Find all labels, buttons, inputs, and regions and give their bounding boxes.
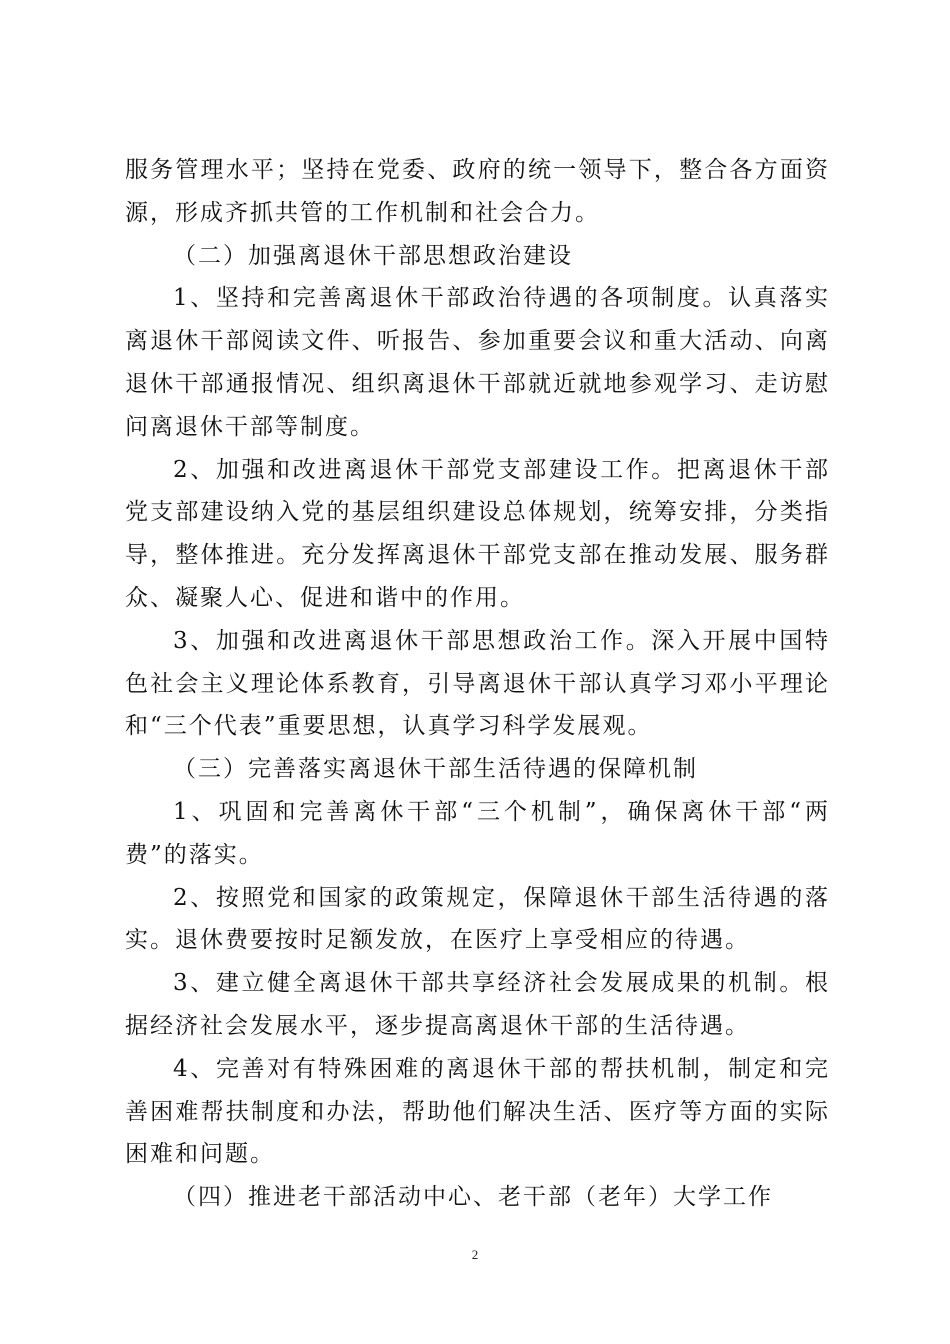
section-heading-4: （四）推进老干部活动中心、老干部（老年）大学工作 xyxy=(173,1184,773,1211)
paragraph-2-2: 2、加强和改进离退休干部党支部建设工作。把离退休干部党支部建设纳入党的基层组织建设总体规划，统筹安排，分类指导，整体推进。充分发挥离退休干部党支部在推动发展、服务群众、凝聚人心、促进和谐中的作用。 xyxy=(125,456,830,611)
section-heading-2: （二）加强离退休干部思想政治建设 xyxy=(173,242,573,269)
section-heading-3: （三）完善落实离退休干部生活待遇的保障机制 xyxy=(173,756,698,783)
paragraph-3-2: 2、按照党和国家的政策规定，保障退休干部生活待遇的落实。退休费要按时足额发放，在医疗上享受相应的待遇。 xyxy=(125,884,830,954)
paragraph-3-3: 3、建立健全离退休干部共享经济社会发展成果的机制。根据经济社会发展水平，逐步提高离退休干部的生活待遇。 xyxy=(125,970,830,1039)
paragraph-2-1: 1、坚持和完善离退休干部政治待遇的各项制度。认真落实离退休干部阅读文件、听报告、参加重要会议和重大活动、向离退休干部通报情况、组织离退休干部就近就地参观学习、走访慰问离退休干部等制度。 xyxy=(125,285,830,440)
page-number: 2 xyxy=(471,1247,479,1262)
document-body xyxy=(125,149,830,1219)
paragraph-3-1: 1、巩固和完善离休干部“三个机制”，确保离休干部“两费”的落实。 xyxy=(125,798,830,868)
paragraph-3-4: 4、完善对有特殊困难的离退休干部的帮扶机制，制定和完善困难帮扶制度和办法，帮助他们解决生活、医疗等方面的实际困难和问题。 xyxy=(125,1055,830,1168)
paragraph-continuation: 服务管理水平；坚持在党委、政府的统一领导下，整合各方面资源，形成齐抓共管的工作机制和社会合力。 xyxy=(125,157,830,226)
paragraph-2-3: 3、加强和改进离退休干部思想政治工作。深入开展中国特色社会主义理论体系教育，引导离退休干部认真学习邓小平理论和“三个代表”重要思想，认真学习科学发展观。 xyxy=(125,627,830,740)
